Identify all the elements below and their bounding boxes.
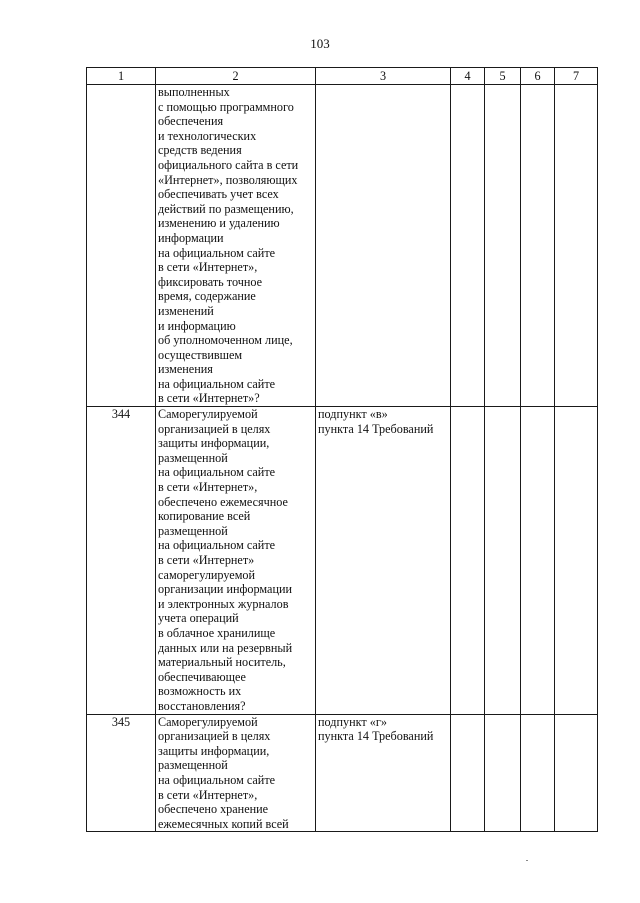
requirement-text-line: в сети «Интернет», — [158, 260, 258, 275]
requirement-text-line: восстановления? — [158, 698, 246, 713]
reference-line: подпункт «г» — [318, 714, 387, 729]
empty-cell-col-4 — [451, 85, 485, 407]
empty-cell-col-7 — [555, 407, 598, 714]
requirements-table — [86, 67, 598, 832]
requirement-text-line: об уполномоченном лице, — [158, 333, 293, 348]
requirement-text-line: материальный носитель, — [158, 655, 286, 670]
requirement-text-line: копирование всей — [158, 509, 251, 524]
table-row — [87, 407, 598, 714]
reference-cell — [316, 407, 451, 714]
empty-cell-col-5 — [485, 714, 521, 832]
requirement-text-line: информации — [158, 230, 224, 245]
table-header-row — [87, 68, 598, 85]
requirement-text-line: в сети «Интернет» — [158, 553, 255, 567]
requirement-text-line: в облачное хранилище — [158, 625, 276, 640]
requirement-text-cell — [156, 407, 316, 714]
requirement-text-line: обеспечивающее — [158, 669, 246, 684]
column-header: 6 — [521, 68, 555, 85]
requirement-text-line: организацией в целях — [158, 729, 271, 744]
empty-cell-col-6 — [521, 714, 555, 832]
requirement-text-line: возможность их — [158, 684, 242, 699]
requirement-text-line: изменения — [158, 362, 213, 377]
requirement-text-line: Саморегулируемой — [158, 407, 258, 422]
requirement-text-line: размещенной — [158, 758, 228, 773]
row-number-cell: 345 — [87, 714, 156, 832]
column-header: 5 — [485, 68, 521, 85]
requirement-text-line: на официальном сайте — [158, 465, 276, 480]
reference-cell — [316, 85, 451, 407]
requirement-text-line: и электронных журналов — [158, 596, 289, 611]
requirement-text-line: средств ведения — [158, 143, 242, 158]
requirement-text-line: осуществившем — [158, 347, 243, 362]
requirement-text-line: защиты информации, — [158, 743, 270, 758]
requirement-text-line: и информацию — [158, 318, 236, 333]
requirement-text-cell — [156, 714, 316, 832]
empty-cell-col-5 — [485, 85, 521, 407]
row-number-cell — [87, 85, 156, 407]
row-number-cell: 344 — [87, 407, 156, 714]
table-row — [87, 85, 598, 407]
requirement-text-line: обеспечено ежемесячное — [158, 494, 288, 509]
empty-cell-col-7 — [555, 85, 598, 407]
reference-line: пункта 14 Требований — [318, 421, 434, 436]
requirement-text-line: на официальном сайте — [158, 538, 276, 553]
requirement-text-line: «Интернет», позволяющих — [158, 172, 298, 187]
column-header: 3 — [316, 68, 451, 85]
requirement-text-line: на официальном сайте — [158, 772, 276, 787]
requirement-text-line: действий по размещению, — [158, 201, 294, 216]
table-row — [87, 714, 598, 832]
requirement-text-line: время, содержание — [158, 289, 256, 304]
requirement-text-line: в сети «Интернет», — [158, 787, 258, 802]
requirement-text-line: ежемесячных копий всей — [158, 816, 289, 831]
requirement-text-line: саморегулируемой — [158, 567, 256, 582]
requirement-text-line: выполненных — [158, 85, 230, 99]
column-header: 2 — [156, 68, 316, 85]
empty-cell-col-7 — [555, 714, 598, 832]
requirement-text-line: организацией в целях — [158, 421, 271, 436]
empty-cell-col-6 — [521, 407, 555, 714]
requirement-text-line: в сети «Интернет»? — [158, 391, 260, 406]
requirement-text-line: защиты информации, — [158, 436, 270, 451]
requirement-text-line: на официальном сайте — [158, 245, 276, 260]
requirement-text-line: изменению и удалению — [158, 216, 280, 231]
table-body — [87, 85, 598, 832]
empty-cell-col-5 — [485, 407, 521, 714]
reference-line: пункта 14 Требований — [318, 729, 434, 744]
reference-cell — [316, 714, 451, 832]
requirement-text-line: учета операций — [158, 611, 239, 626]
scan-speck — [526, 860, 528, 861]
requirement-text-line: организации информации — [158, 582, 293, 597]
requirement-text-line: и технологических — [158, 128, 257, 143]
empty-cell-col-4 — [451, 407, 485, 714]
requirement-text-line: в сети «Интернет», — [158, 480, 258, 495]
requirement-text-line: обеспечения — [158, 114, 224, 129]
column-header: 4 — [451, 68, 485, 85]
requirement-text-line: фиксировать точное — [158, 274, 263, 289]
requirement-text-line: изменений — [158, 303, 214, 318]
requirement-text-line: на официальном сайте — [158, 376, 276, 391]
column-header: 1 — [87, 68, 156, 85]
requirement-text-line: данных или на резервный — [158, 640, 293, 655]
requirement-text-line: обеспечено хранение — [158, 802, 269, 817]
requirement-text-line: официального сайта в сети — [158, 157, 299, 172]
requirement-text-line: Саморегулируемой — [158, 714, 258, 729]
requirement-text-line: размещенной — [158, 523, 228, 538]
column-header: 7 — [555, 68, 598, 85]
page-number: 103 — [310, 36, 330, 51]
reference-line: подпункт «в» — [318, 407, 388, 422]
empty-cell-col-4 — [451, 714, 485, 832]
empty-cell-col-6 — [521, 85, 555, 407]
requirement-text-line: размещенной — [158, 450, 228, 465]
requirement-text-line: с помощью программного — [158, 99, 294, 114]
requirement-text-cell — [156, 85, 316, 407]
requirement-text-line: обеспечивать учет всех — [158, 187, 279, 202]
